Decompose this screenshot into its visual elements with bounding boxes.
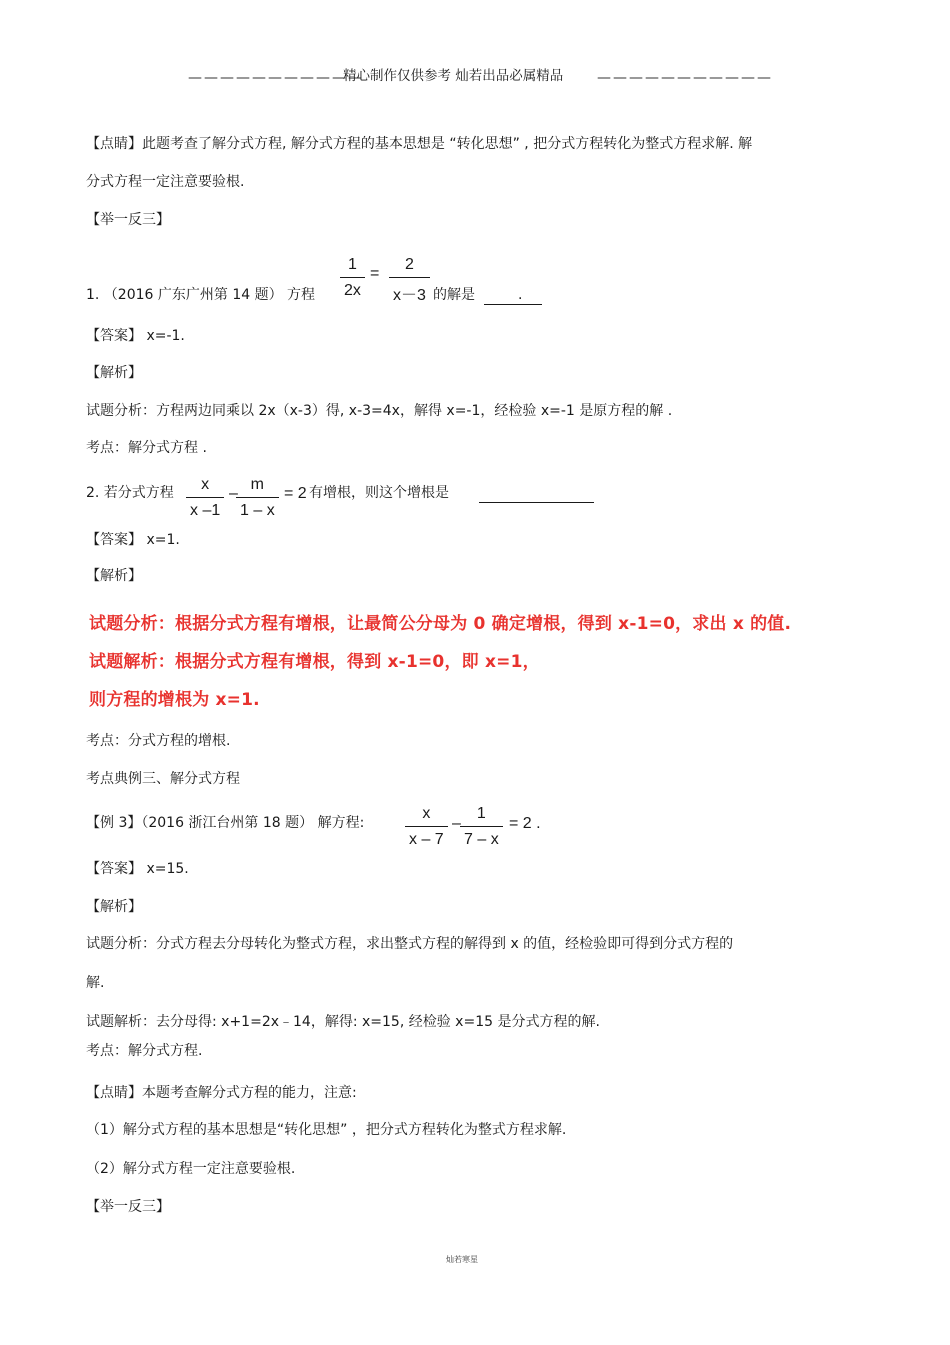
q2-minus-sign: –	[229, 485, 238, 502]
example3-comment-2: （2）解分式方程一定注意要验根.	[86, 1161, 296, 1177]
q1-fraction-2	[389, 256, 430, 305]
q2-fraction-1	[186, 476, 224, 520]
q2-analysis-heading: 【解析】	[86, 568, 142, 584]
q2-frac1-denominator: x –1	[186, 497, 224, 520]
header-title: 精心制作仅供参考 灿若出品必属精品	[343, 68, 564, 84]
example3-analysis-heading: 【解析】	[86, 899, 142, 915]
ex3-fraction-1	[405, 805, 448, 849]
q1-frac2-denominator: x－3	[389, 277, 430, 305]
q2-red-analysis-1: 试题分析：根据分式方程有增根，让最简公分母为 0 确定增根，得到 x-1=0，求出 x 的值.	[89, 614, 792, 634]
comment-line-1: 【点睛】此题考查了解分式方程, 解分式方程的基本思想是 “转化思想” , 把分式方程转化为整式方程求解. 解	[86, 136, 753, 152]
q1-equals-sign: =	[370, 265, 380, 282]
practice-heading-1: 【举一反三】	[86, 212, 170, 228]
q2-frac2-numerator: m	[250, 476, 264, 493]
q2-prefix: 2. 若分式方程	[86, 485, 174, 501]
ex3-frac1-denominator: x – 7	[405, 826, 448, 849]
q2-frac2-denominator: 1 – x	[236, 497, 279, 520]
q2-red-analysis-2: 试题解析：根据分式方程有增根，得到 x-1=0，即 x=1，	[89, 652, 540, 672]
header-dashes-right: ———————————	[597, 70, 773, 86]
comment-line-2: 分式方程一定注意要验根.	[86, 174, 245, 190]
q1-answer: 【答案】 x=-1.	[86, 328, 185, 344]
q1-frac1-numerator: 1	[348, 256, 357, 273]
q2-rhs: = 2	[284, 485, 307, 502]
q2-red-analysis-3: 则方程的增根为 x=1.	[89, 690, 260, 710]
q1-answer-blank	[484, 287, 542, 305]
q2-fraction-2	[236, 476, 279, 520]
q1-suffix: 的解是	[433, 287, 475, 303]
q1-analysis-heading: 【解析】	[86, 365, 142, 381]
q2-answer: 【答案】 x=1.	[86, 532, 180, 548]
example3-kaodian: 考点：解分式方程.	[86, 1043, 203, 1059]
example3-analysis-line-1: 试题分析：分式方程去分母转化为整式方程，求出整式方程的解得到 x 的值，经检验即可得到分式方程的	[86, 936, 734, 952]
q1-frac2-numerator: 2	[405, 256, 414, 273]
q1-blank-period: .	[518, 287, 523, 303]
example3-answer: 【答案】 x=15.	[86, 861, 189, 877]
ex3-minus-sign: –	[452, 815, 461, 832]
q2-kaodian: 考点：分式方程的增根.	[86, 733, 231, 749]
ex3-fraction-2	[460, 805, 503, 849]
q1-kaodian: 考点：解分式方程 .	[86, 440, 207, 456]
example3-comment-1: （1）解分式方程的基本思想是“转化思想” ，把分式方程转化为整式方程求解.	[86, 1122, 567, 1138]
example3-analysis-line-2: 解.	[86, 975, 105, 991]
q2-answer-blank	[479, 488, 594, 503]
ex3-frac2-numerator: 1	[476, 805, 486, 822]
header-dashes-left: ———————————	[188, 70, 364, 86]
q2-suffix: 有增根，则这个增根是	[309, 485, 449, 501]
ex3-rhs: = 2 .	[509, 815, 541, 832]
q1-fraction-1	[340, 256, 365, 300]
q1-frac1-denominator: 2x	[340, 277, 365, 300]
practice-heading-2: 【举一反三】	[86, 1199, 170, 1215]
q1-prefix: 1. （2016 广东广州第 14 题） 方程	[86, 287, 316, 303]
example3-comment-title: 【点睛】本题考查解分式方程的能力，注意:	[86, 1085, 357, 1101]
ex3-frac2-denominator: 7 – x	[460, 826, 503, 849]
example3-section-title: 考点典例三、解分式方程	[86, 771, 240, 787]
footer-text: 灿若寒星	[446, 1255, 478, 1264]
example3-prefix: 【例 3】（2016 浙江台州第 18 题） 解方程:	[86, 815, 365, 831]
ex3-frac1-numerator: x	[422, 805, 431, 822]
q1-analysis: 试题分析：方程两边同乘以 2x（x-3）得, x-3=4x，解得 x=-1，经检验 x=-1 是原方程的解 .	[86, 403, 673, 419]
example3-solution: 试题解析：去分母得: x+1=2x﹣14，解得: x=15, 经检验 x=15 是分式方程的解.	[86, 1014, 600, 1030]
q2-frac1-numerator: x	[201, 476, 210, 493]
